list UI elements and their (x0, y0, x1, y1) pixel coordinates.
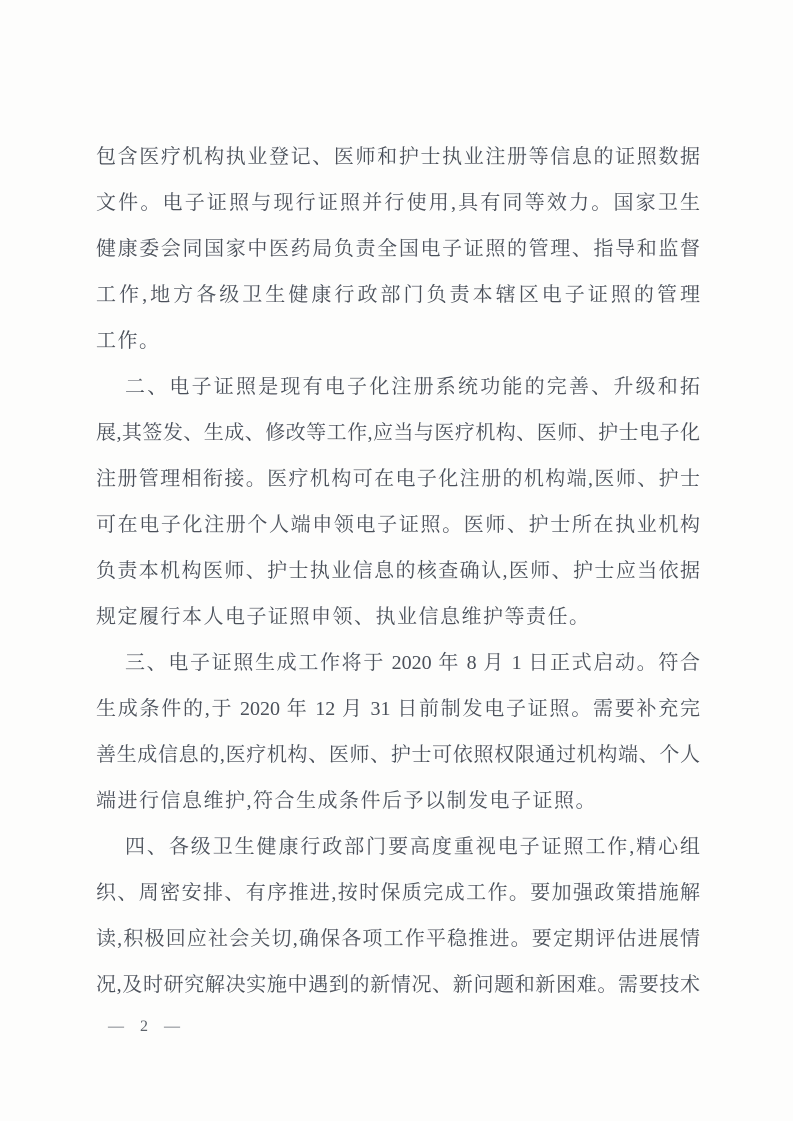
document-line: 善生成信息的,医疗机构、医师、护士可依照权限通过机构端、个人 (96, 744, 700, 766)
document-line: 读,积极回应社会关切,确保各项工作平稳推进。要定期评估进展情 (96, 928, 700, 950)
paragraph-1 (96, 134, 700, 364)
document-line: 文件。电子证照与现行证照并行使用,具有同等效力。国家卫生 (96, 192, 700, 214)
document-line: 健康委会同国家中医药局负责全国电子证照的管理、指导和监督 (96, 238, 700, 260)
document-line: 展,其签发、生成、修改等工作,应当与医疗机构、医师、护士电子化 (96, 422, 700, 444)
document-line: 端进行信息维护,符合生成条件后予以制发电子证照。 (96, 790, 597, 812)
paragraph-4 (96, 824, 700, 1008)
document-line: 负责本机构医师、护士执业信息的核查确认,医师、护士应当依据 (96, 560, 700, 582)
paragraph-2 (96, 364, 700, 640)
document-line: 规定履行本人电子证照申领、执业信息维护等责任。 (96, 606, 591, 628)
document-line: 生成条件的,于 2020 年 12 月 31 日前制发电子证照。需要补充完 (96, 698, 700, 720)
document-line: 注册管理相衔接。医疗机构可在电子化注册的机构端,医师、护士 (96, 468, 700, 490)
paragraph-3 (96, 640, 700, 824)
document-line: 织、周密安排、有序推进,按时保质完成工作。要加强政策措施解 (96, 882, 700, 904)
document-line: 四、各级卫生健康行政部门要高度重视电子证照工作,精心组 (125, 836, 700, 858)
document-line: 况,及时研究解决实施中遇到的新情况、新问题和新困难。需要技术 (96, 974, 700, 996)
page-number: — 2 — (108, 1018, 182, 1035)
document-line: 工作,地方各级卫生健康行政部门负责本辖区电子证照的管理 (96, 284, 700, 306)
document-line: 包含医疗机构执业登记、医师和护士执业注册等信息的证照数据 (96, 146, 700, 168)
document-line: 工作。 (96, 330, 161, 352)
document-line: 三、电子证照生成工作将于 2020 年 8 月 1 日正式启动。符合 (125, 652, 700, 674)
document-body (96, 134, 700, 1008)
document-line: 可在电子化注册个人端申领电子证照。医师、护士所在执业机构 (96, 514, 700, 536)
document-line: 二、电子证照是现有电子化注册系统功能的完善、升级和拓 (125, 376, 700, 398)
